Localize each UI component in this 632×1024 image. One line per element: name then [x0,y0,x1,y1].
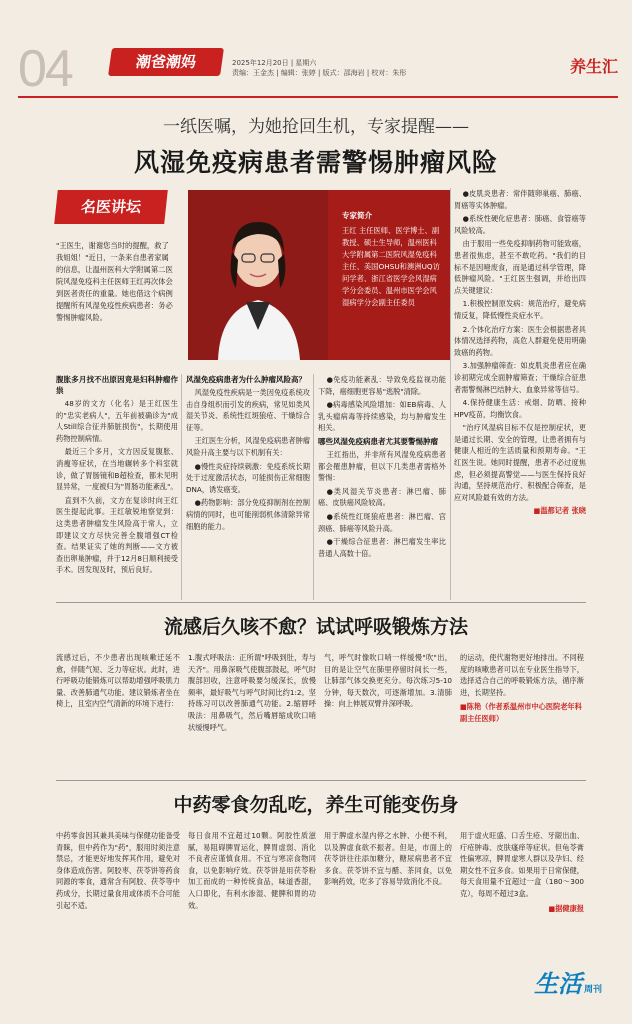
article2-column-3: 气，呼气时像吹口哨一样缓慢"吹"出，目的是让空气在肺里停留时间长一些，让肺部气体交换更充分。每次练习5-10分钟，每天数次，可逐渐增加。3.清肺操：向上伸展双臂并深呼吸。 [324,653,452,709]
paragraph: ●干燥综合征患者：淋巴瘤发生率比普通人高数十倍。 [318,537,446,558]
article2-author: ■陈艳（作者系温州市中心医院老年科副主任医师） [460,702,582,723]
doctor-photo [188,190,328,360]
article2-column-1: 流感过后，不少患者出现咳嗽迁延不愈，伴随气短、乏力等症状。此时，进行呼吸功能锻炼可以帮助增强呼吸肌力量、改善肺通气功能。建议锻炼者坐在椅上，且室内空气清新的环境下进行： [56,653,180,709]
paragraph: 王红指出，并非所有风湿免疫病患者都会罹患肿瘤，但以下几类患者需格外警惕： [318,449,446,483]
bio-title: 专家简介 [342,211,372,220]
paragraph: ●免疫功能紊乱：导致免疫监视功能下降，癌细胞更容易"逃脱"清除。 [318,375,446,396]
paragraph: 2.个体化治疗方案：医生会根据患者具体情况选择药物，高危人群避免使用明确致癌的药物。 [454,324,586,357]
paragraph: 4.保持健康生活：戒烟、防晒、接种HPV疫苗，均衡饮食。 [454,398,586,419]
paragraph: ●系统性红斑狼疮患者：淋巴瘤、宫颈癌、肺癌等风险升高。 [318,511,446,533]
divider [450,188,451,600]
credits: 责编：王金杰 | 编辑：张婷 | 版式：邵海岩 | 校对：朱彤 [232,69,407,77]
paragraph: 直到不久前，文方在复诊时向王红医生提起此事。王红敏锐地察觉到：这类患者肿瘤发生风险高于常人，立即建议文方尽快完善全腹增强CT检查。结果证实了她的判断——文方被查出卵巢肿瘤，并于12月8日顺利接受手术。因发现及时，预后良好。 [56,495,178,575]
column-logo: 名医讲坛 [54,190,168,224]
section-name: 养生汇 [569,57,618,76]
paragraph: "治疗风湿病目标不仅是控制症状，更是通过长期、安全的管理，让患者拥有与健康人相近的生活质量和预期寿命。"王红医生说。她同时提醒，患者不必过度焦虑，但必须提高警觉——与医生保持良好沟通，坚持规范治疗、积极配合筛查，是应对风险最有效的方法。 [454,423,586,502]
author-byline: ■温都记者 张晓 [533,506,586,516]
paragraph: 由于服用一些免疫抑制药物可能致癌，患者很焦虑，甚至不敢吃药。"我们的目标不是因噎废食，而是通过科学管理，降低肿瘤风险。"王红医生强调，并给出四点关键建议： [454,239,586,295]
article1-subtitle: 一纸医嘱，为她抢回生机，专家提醒—— [163,117,469,137]
paragraph: 3.加强肿瘤筛查：如皮肌炎患者应在确诊初期完成全面肿瘤筛查；干燥综合征患者需警惕淋巴结肿大、血象异常等信号。 [454,361,586,394]
paragraph: 王红医生分析，风湿免疫病患者肿瘤风险升高主要与以下机制有关： [186,436,310,457]
paragraph: ●慢性炎症持续刺激：免疫系统长期处于过度激活状态，可能损伤正常细胞DNA，诱发癌变。 [186,461,310,494]
article2-title: 流感后久咳不愈？试试呼吸锻炼方法 [163,616,468,638]
divider [313,374,314,600]
paragraph: ●病毒感染风险增加：如EB病毒、人乳头瘤病毒等持续感染，均与肿瘤发生相关。 [318,400,446,433]
bio-text: 王红 主任医师、医学博士、副教授、硕士生导师，温州医科大学附属第二医院风湿免疫科主任、美国OHSU和澳洲UQ访问学者、浙江省医学会风湿病学分会委员、温州市医学会风湿病学分会副主任委员 [342,226,440,307]
section-divider [56,602,586,603]
article3-column-3: 用于脾虚水湿内停之水肿、小便不利，以及脾虚食欲不振者。但是，市面上的茯苓饼往往添加糖分，糖尿病患者不宜多食。茯苓饼不宜与醋、茶同食，以免影响药效，吃多了容易导致消化不良。 [324,831,452,887]
article2-column-2: 1.腹式呼吸法：正所谓"呼吸到肚，寿与天齐"。用鼻深吸气使腹部鼓起，呼气时腹部回收，注意呼吸要匀缓深长，放慢频率，最好吸气与呼气时间比约1:2。坚持练习可以改善肺通气功能。2.缩唇呼吸法：用鼻吸气，然后嘴唇缩成吹口哨状缓慢呼气。 [188,653,316,732]
subheading: 哪些风湿免疫病患者尤其要警惕肿瘤 [318,436,438,446]
article3-text-4: 用于虚火旺盛、口舌生疮、牙龈出血、疔疮肿毒、皮肤瘙痒等症状。但龟苓膏性偏寒凉，脾胃虚寒人群以及孕妇、经期女性不宜多食。如果用于日常保健，每天食用量不宜超过一盒（180～300克），每周不超过3盒。 [460,831,584,898]
footer-logo-text: 生活 [533,970,582,998]
article3-column-4 [460,830,584,914]
paragraph: 风湿免疫性疾病是一类因免疫系统攻击自身组织而引发的疾病，常见如类风湿关节炎、系统性红斑狼疮、干燥综合征等。 [186,388,310,432]
article1-column-3 [318,374,446,561]
subheading: 风湿免疫病患者为什么肿瘤风险高？ [186,375,306,384]
footer-logo-sub: 周刊 [583,985,602,995]
paragraph: ●系统性硬化症患者：肺癌、食管癌等风险较高。 [454,214,586,235]
article2-text-4: 的运动，使代谢物更好地排出。不同程度的咳嗽患者可以在专业医生指导下，选择适合自己的呼吸锻炼方法，循序渐进，长期坚持。 [460,653,584,697]
paragraph: 1.积极控制原发病：规范治疗，避免病情反复，降低慢性炎症水平。 [454,299,586,320]
article2-column-4 [460,652,584,725]
article1-title: 风湿免疫病患者需警惕肿瘤风险 [133,148,498,177]
paragraph: ●皮肌炎患者：常伴随卵巢癌、肺癌、胃癌等实体肿瘤。 [454,189,586,210]
paragraph: ●类风湿关节炎患者：淋巴瘤、肺癌、皮肤癌风险较高。 [318,486,446,508]
article1-intro: "王医生，谢谢您当时的提醒，救了我姐姐！"近日，一条来自患者家属的信息，让温州医科大学附属第二医院风湿免疫科主任医师王红再次体会到医者责任的重量。她也借这个病例提醒所有风湿免疫性疾病患者：务必警惕肿瘤风险。 [56,241,173,322]
section-divider [56,780,586,781]
page-header [18,40,618,98]
footer-logo [534,964,602,999]
paragraph: 最近三个多月，文方因反复腹胀、消瘦等症状，在当地辗转多个科室就诊，做了胃肠镜和B超检查，都未见明显异常，一度被归为"胃肠功能紊乱"。 [56,447,178,492]
divider [181,374,182,600]
paragraph: ●药物影响：部分免疫抑制剂在控制病情的同时，也可能削弱机体清除异常细胞的能力。 [186,498,310,531]
article1-column-2 [186,374,310,534]
article3-title: 中药零食勿乱吃，养生可能变伤身 [173,794,459,816]
issue-date: 2025年12月20日 | 星期六 [232,59,317,67]
paragraph: 48岁的文方（化名）是王红医生的"忠实老病人"，五年前被确诊为"成人Still综合征并肺脏损伤"，长期使用药物控制病情。 [56,399,178,443]
expert-bio [328,190,450,360]
brand-logo: 潮爸潮妈 [108,48,224,76]
article3-column-2: 每日食用不宜超过10颗。阿胶性质滋腻，易阻碍脾胃运化，脾胃虚弱、消化不良者应谨慎食用。不宜与寒凉食物同食，以免影响疗效。茯苓饼是用茯苓粉加工而成的一种传统食品，味道香甜，入口即化，有利水渗湿、健脾和胃的功效。 [188,831,316,910]
page-number: 04 [18,40,72,98]
subheading: 腹胀多月找不出原因竟是妇科肿瘤作祟 [56,375,178,395]
article3-column-1: 中药零食因其兼具美味与保健功能备受青睐，但中药作为"药"，服用时须注意禁忌，才能更好地发挥其作用，避免对身体造成伤害。阿胶枣、茯苓饼等药食同源的零食，通常含有阿胶、茯苓等中药成分，长期过量食用或体质不合可能引起不适。 [56,831,180,910]
article1-column-1 [56,374,178,578]
article1-column-4 [454,188,586,517]
article3-author: ■据健康报 [548,903,584,913]
